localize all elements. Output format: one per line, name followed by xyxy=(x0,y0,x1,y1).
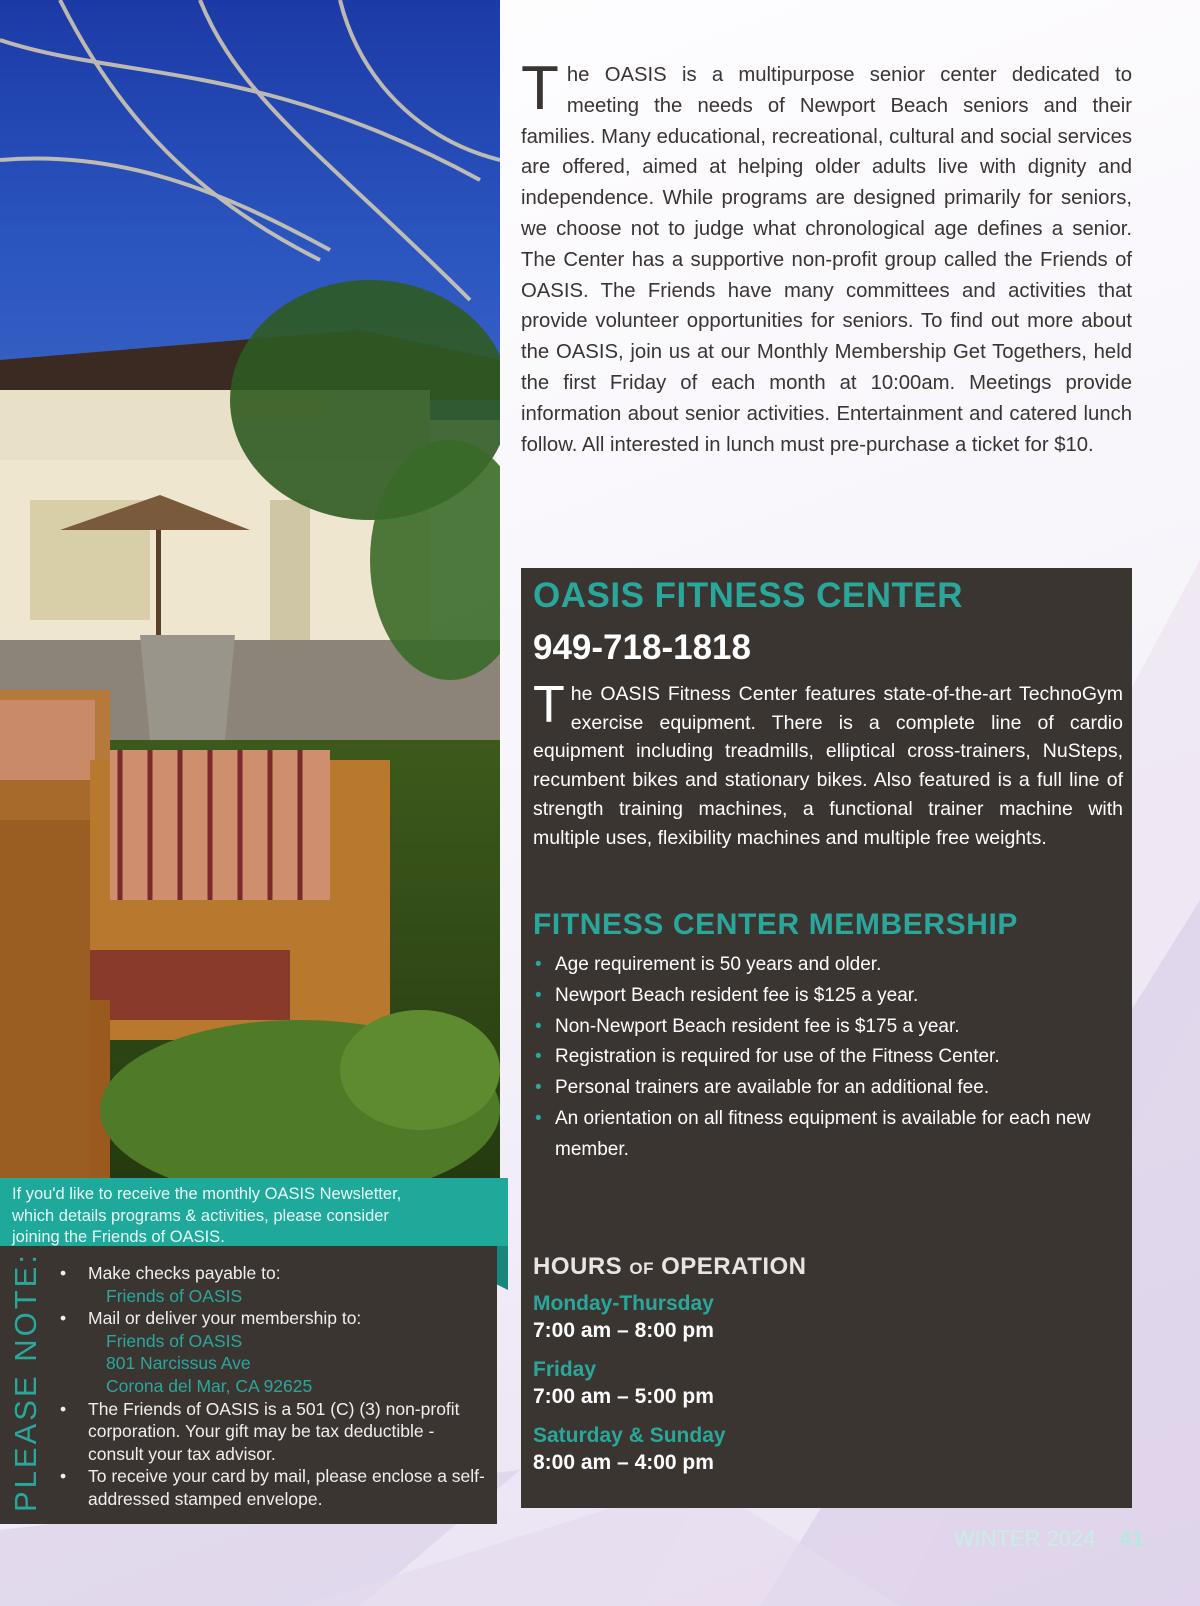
issue-season: WINTER 2024 xyxy=(953,1526,1096,1551)
address-line: Friends of OASIS xyxy=(106,1330,243,1351)
fitness-center-phone: 949-718-1818 xyxy=(533,628,751,667)
membership-item-text: Newport Beach resident fee is $125 a year. xyxy=(555,984,919,1006)
hours-day: Monday-Thursday xyxy=(533,1292,714,1315)
hours-title-of: OF xyxy=(629,1259,654,1278)
list-item xyxy=(533,1012,1123,1043)
intro-drop-cap: T xyxy=(521,54,559,123)
membership-item-text: Non-Newport Beach resident fee is $175 a year. xyxy=(555,1015,960,1037)
fitness-description-text: he OASIS Fitness Center features state-of-the-art TechnoGym exercise equipment. There is a complete line of cardio equipment including treadmills, elliptical cross-trainers, NuSteps, recumbent bikes and stationary bikes. Also featured is a full line of strength training machines, a functional trainer machine with multiple uses, flexibility machines and multiple free weights. xyxy=(533,683,1123,849)
bullet-icon: • xyxy=(60,1398,67,1419)
page-footer xyxy=(954,1526,1144,1552)
hours-day: Saturday & Sunday xyxy=(533,1424,726,1447)
fitness-center-description xyxy=(533,676,1123,852)
list-item xyxy=(60,1465,490,1510)
hours-time: 8:00 am – 4:00 pm xyxy=(533,1451,714,1474)
list-item xyxy=(533,1104,1123,1166)
newsletter-note-text: If you'd like to receive the monthly OASIS Newsletter, which details programs & activities, please consider joining the Friends of OASIS. xyxy=(12,1185,402,1246)
fitness-drop-cap: T xyxy=(533,676,565,734)
please-note-item-text: To receive your card by mail, please enclose a self-addressed stamped envelope. xyxy=(88,1466,485,1509)
bullet-icon: • xyxy=(60,1263,67,1283)
bullet-icon: • xyxy=(60,1466,67,1487)
fitness-center-panel xyxy=(521,568,1132,1508)
hours-day: Friday xyxy=(533,1358,597,1381)
bullet-icon: • xyxy=(535,1046,542,1068)
membership-list xyxy=(533,950,1123,1166)
payee-name: Friends of OASIS xyxy=(106,1285,243,1306)
membership-item-text: Registration is required for use of the Fitness Center. xyxy=(555,1046,1000,1068)
bullet-icon: • xyxy=(535,1015,542,1037)
list-item xyxy=(533,981,1123,1012)
bullet-icon: • xyxy=(60,1308,67,1329)
membership-item-text: Age requirement is 50 years and older. xyxy=(555,954,882,975)
newsletter-note-banner xyxy=(0,1178,508,1246)
fitness-center-title: OASIS FITNESS CENTER xyxy=(533,576,964,615)
intro-paragraph xyxy=(521,54,1132,460)
hours-time: 7:00 am – 8:00 pm xyxy=(533,1319,714,1342)
bullet-icon: • xyxy=(535,1077,542,1099)
membership-item-text: Personal trainers are available for an additional fee. xyxy=(555,1077,990,1099)
please-note-label: PLEASE NOTE: xyxy=(8,1252,43,1512)
hours-list xyxy=(533,1290,1033,1488)
hours-title-part: OPERATION xyxy=(653,1253,807,1280)
address-line: Corona del Mar, CA 92625 xyxy=(106,1375,313,1396)
membership-title: FITNESS CENTER MEMBERSHIP xyxy=(533,908,1019,941)
senior-center-patio-photo xyxy=(0,0,500,1180)
hours-time: 7:00 am – 5:00 pm xyxy=(533,1385,714,1408)
list-item xyxy=(60,1262,490,1307)
list-item xyxy=(533,1042,1123,1073)
list-item xyxy=(60,1398,490,1466)
please-note-item-text: The Friends of OASIS is a 501 (C) (3) non-profit corporation. Your gift may be tax deductible - consult your tax advisor. xyxy=(88,1398,460,1464)
bullet-icon: • xyxy=(535,1107,542,1129)
bullet-icon: • xyxy=(535,954,542,975)
bullet-icon: • xyxy=(535,984,542,1006)
please-note-item-text: Make checks payable to: xyxy=(88,1263,281,1283)
list-item xyxy=(533,950,1123,981)
page-number: 41 xyxy=(1119,1526,1144,1551)
hours-title-part: HOURS xyxy=(533,1253,630,1280)
membership-item-text: An orientation on all fitness equipment is available for each new member. xyxy=(555,1107,1091,1160)
list-item xyxy=(60,1307,490,1397)
hours-title xyxy=(533,1253,807,1281)
please-note-list xyxy=(60,1262,490,1511)
list-item xyxy=(533,1073,1123,1104)
please-note-item-text: Mail or deliver your membership to: xyxy=(88,1308,362,1329)
address-line: 801 Narcissus Ave xyxy=(106,1353,251,1374)
intro-text: he OASIS is a multipurpose senior center dedicated to meeting the needs of Newport Beach seniors and their families. Many educational, recreational, cultural and social services are offered, aimed at helping older adults live with dignity and independence. While programs are designed primarily for seniors, we choose not to judge what chronological age defines a senior. The Center has a supportive non-profit group called the Friends of OASIS. The Friends have many committees and activities that provide volunteer opportunities for seniors. To find out more about the OASIS, join us at our Monthly Membership Get Togethers, held the first Friday of each month at 10:00am. Meetings provide information about senior activities. Entertainment and catered lunch follow. All interested in lunch must pre-purchase a ticket for $10. xyxy=(521,64,1132,456)
